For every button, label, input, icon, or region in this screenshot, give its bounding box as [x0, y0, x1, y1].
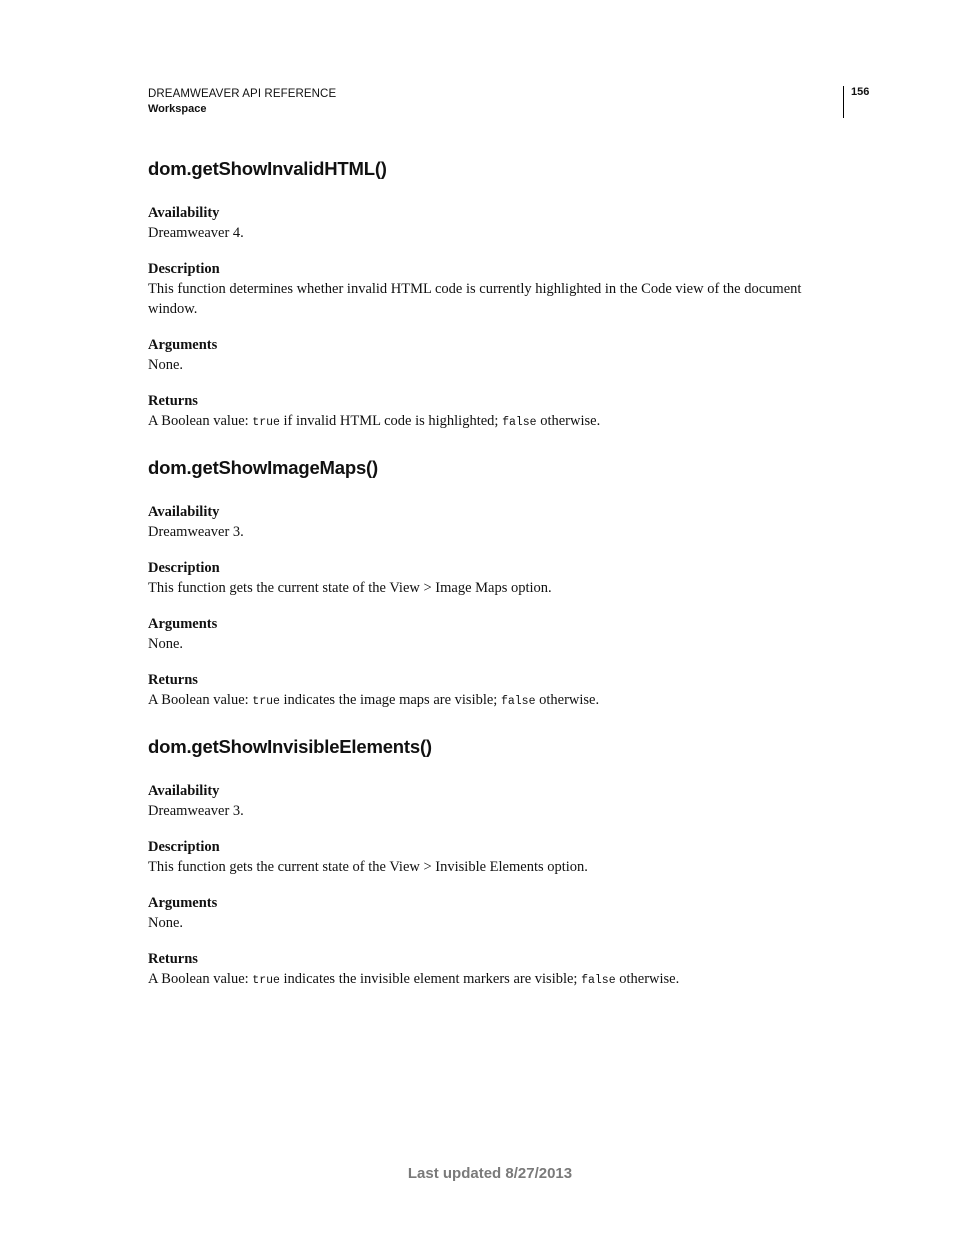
returns-text [148, 690, 828, 712]
description-text: This function determines whether invalid HTML code is currently highlighted in the Code view of the document window. [148, 281, 802, 317]
code-true: true [252, 974, 280, 987]
availability-block [148, 502, 828, 542]
availability-text: Dreamweaver 3. [148, 803, 244, 819]
returns-middle: indicates the image maps are visible; [279, 692, 501, 708]
description-block [148, 259, 828, 319]
returns-text [148, 411, 828, 433]
arguments-label: Arguments [148, 337, 218, 353]
section-get-show-invalid-html [148, 156, 828, 433]
availability-label: Availability [148, 205, 220, 221]
returns-middle: if invalid HTML code is highlighted; [279, 413, 503, 429]
returns-suffix: otherwise. [535, 692, 600, 708]
section-get-show-image-maps [148, 455, 828, 712]
returns-text [148, 969, 828, 991]
description-label: Description [148, 261, 220, 277]
arguments-text: None. [148, 915, 184, 931]
arguments-text: None. [148, 636, 184, 652]
header-divider [843, 86, 844, 118]
description-text: This function gets the current state of the View > Image Maps option. [148, 580, 552, 596]
description-label: Description [148, 839, 220, 855]
arguments-block [148, 893, 828, 933]
description-label: Description [148, 560, 220, 576]
chapter-name: Workspace [148, 103, 207, 115]
availability-block [148, 781, 828, 821]
returns-prefix: A Boolean value: [148, 971, 253, 987]
code-false: false [502, 416, 537, 429]
page-number: 156 [851, 86, 870, 98]
availability-label: Availability [148, 504, 220, 520]
arguments-text: None. [148, 357, 184, 373]
running-header [148, 87, 336, 117]
description-text: This function gets the current state of the View > Invisible Elements option. [148, 859, 588, 875]
description-block [148, 558, 828, 598]
returns-label: Returns [148, 672, 198, 688]
code-false: false [500, 695, 536, 708]
availability-text: Dreamweaver 4. [148, 225, 244, 241]
section-get-show-invisible-elements [148, 734, 828, 991]
main-content [148, 156, 828, 1013]
arguments-block [148, 614, 828, 654]
returns-block [148, 391, 828, 433]
returns-label: Returns [148, 951, 198, 967]
code-false: false [581, 974, 616, 987]
code-true: true [252, 695, 280, 708]
availability-block [148, 203, 828, 243]
returns-suffix: otherwise. [615, 971, 680, 987]
description-block [148, 837, 828, 877]
code-true: true [252, 416, 280, 429]
arguments-block [148, 335, 828, 375]
arguments-label: Arguments [148, 895, 218, 911]
arguments-label: Arguments [148, 616, 218, 632]
availability-text: Dreamweaver 3. [148, 524, 244, 540]
returns-prefix: A Boolean value: [148, 692, 253, 708]
returns-prefix: A Boolean value: [148, 413, 253, 429]
returns-label: Returns [148, 393, 198, 409]
returns-block [148, 949, 828, 991]
availability-label: Availability [148, 783, 220, 799]
document-title: DREAMWEAVER API REFERENCE [148, 88, 337, 100]
section-title: dom.getShowInvalidHTML() [148, 158, 387, 179]
returns-suffix: otherwise. [536, 413, 601, 429]
returns-block [148, 670, 828, 712]
section-title: dom.getShowImageMaps() [148, 457, 378, 478]
last-updated-footer: Last updated 8/27/2013 [407, 1165, 573, 1182]
section-title: dom.getShowInvisibleElements() [148, 736, 432, 757]
returns-middle: indicates the invisible element markers are visible; [279, 971, 582, 987]
